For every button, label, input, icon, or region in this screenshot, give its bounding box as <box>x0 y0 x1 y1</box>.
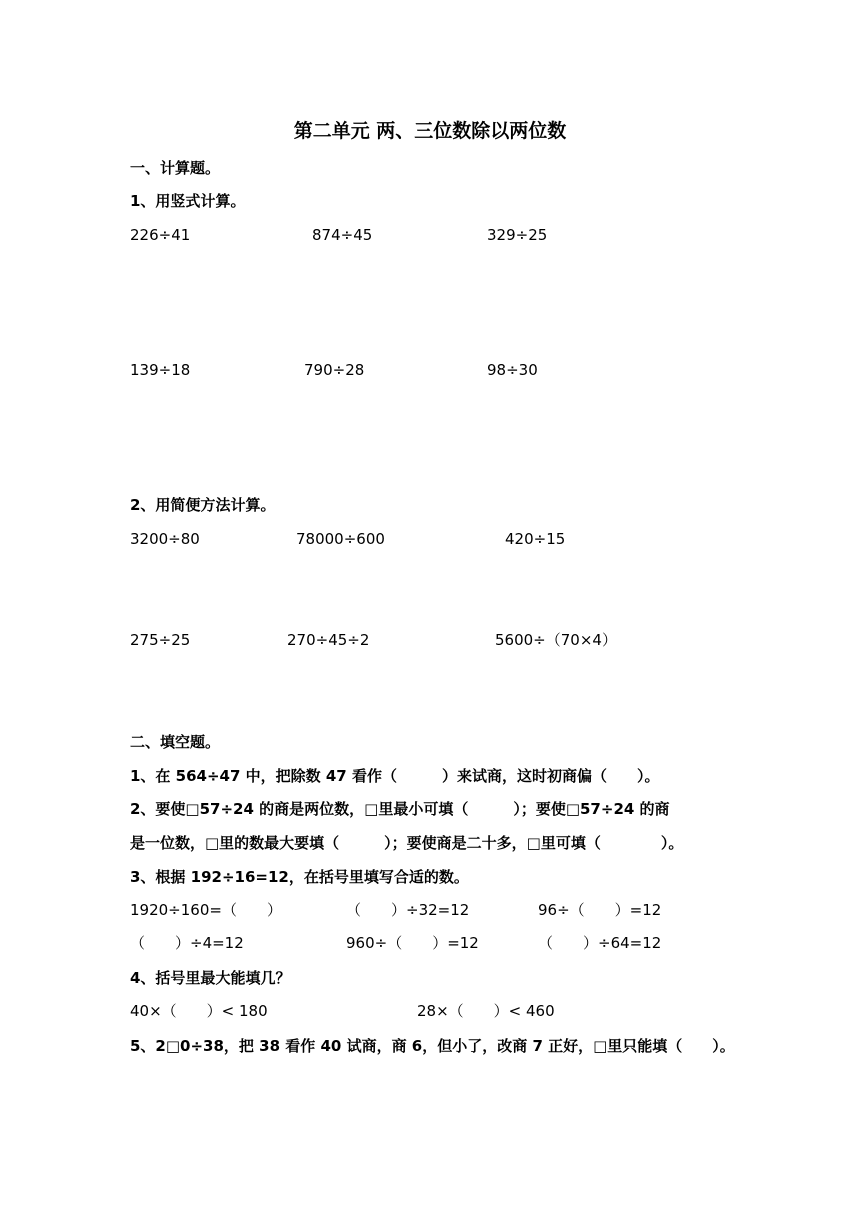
fill-q4-label: 4、括号里最大能填几？ <box>130 969 291 987</box>
calc-expression: 226÷41 <box>130 226 191 244</box>
calc-expression: 420÷15 <box>505 530 566 548</box>
fill-expression: （ ）÷4=12 <box>130 934 244 952</box>
fill-expression: 960÷（ ）=12 <box>346 934 479 952</box>
calc-expression: 3200÷80 <box>130 530 200 548</box>
fill-q2-line1: 2、要使□57÷24 的商是两位数，□里最小可填（ ）；要使□57÷24 的商 <box>130 800 670 818</box>
calc-expression: 329÷25 <box>487 226 548 244</box>
section1-heading: 一、计算题。 <box>130 159 221 177</box>
q2-label: 2、用简便方法计算。 <box>130 496 276 514</box>
calc-expression: 98÷30 <box>487 361 538 379</box>
fill-q2-line2: 是一位数，□里的数最大要填（ ）；要使商是二十多，□里可填（ ）。 <box>130 834 684 852</box>
calc-expression: 78000÷600 <box>296 530 385 548</box>
fill-expression: （ ）÷32=12 <box>346 901 470 919</box>
fill-expression: 96÷（ ）=12 <box>538 901 662 919</box>
fill-q5: 5、2□0÷38，把 38 看作 40 试商，商 6，但小了，改商 7 正好，□里只能填（ ）。 <box>130 1037 735 1055</box>
calc-expression: 874÷45 <box>312 226 373 244</box>
calc-expression: 790÷28 <box>304 361 365 379</box>
section2-heading: 二、填空题。 <box>130 733 221 751</box>
fill-expression: 28×（ ）< 460 <box>417 1002 555 1020</box>
fill-expression: 1920÷160=（ ） <box>130 901 282 919</box>
calc-expression: 270÷45÷2 <box>287 631 370 649</box>
fill-q3-label: 3、根据 192÷16=12，在括号里填写合适的数。 <box>130 868 469 886</box>
fill-expression: （ ）÷64=12 <box>538 934 662 952</box>
calc-expression: 275÷25 <box>130 631 191 649</box>
q1-label: 1、用竖式计算。 <box>130 192 246 210</box>
fill-q1: 1、在 564÷47 中，把除数 47 看作（ ）来试商，这时初商偏（ ）。 <box>130 767 660 785</box>
calc-expression: 139÷18 <box>130 361 191 379</box>
page-title: 第二单元 两、三位数除以两位数 <box>293 120 567 142</box>
fill-expression: 40×（ ）< 180 <box>130 1002 268 1020</box>
calc-expression: 5600÷（70×4） <box>495 631 617 649</box>
